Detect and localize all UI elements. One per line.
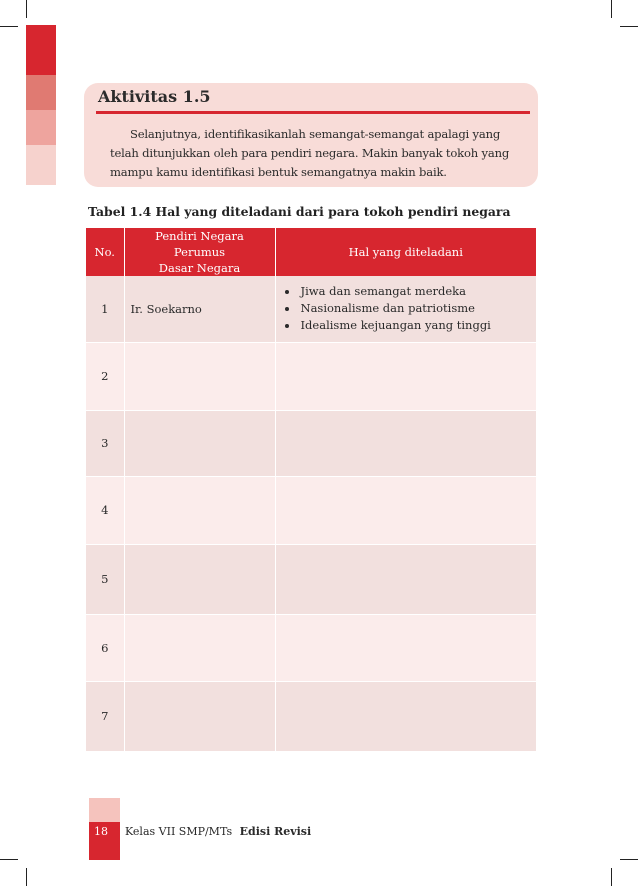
row-founder (124, 544, 275, 614)
row-founder (124, 342, 275, 410)
activity-title-underline (96, 111, 530, 114)
table-row (86, 614, 536, 681)
row-number: 2 (86, 342, 124, 410)
row-traits (275, 544, 536, 614)
table-row (86, 342, 536, 410)
row-traits (275, 276, 536, 342)
row-traits (275, 614, 536, 681)
crop-mark (611, 868, 612, 886)
header-founder-line1: Pendiri Negara Perumus (155, 229, 244, 259)
list-item: • Jiwa dan semangat merdeka (299, 283, 536, 300)
crop-mark (26, 0, 27, 18)
list-item: • Idealisme kejuangan yang tinggi (299, 317, 536, 334)
footer-book: Kelas VII SMP/MTs (125, 825, 233, 838)
row-traits (275, 681, 536, 751)
table-row (86, 681, 536, 751)
crop-mark (611, 0, 612, 18)
header-founder-line2: Dasar Negara (158, 261, 241, 275)
list-item: • Nasionalisme dan patriotisme (299, 300, 536, 317)
table-row (86, 410, 536, 476)
traits-list (277, 283, 536, 334)
table-caption: Tabel 1.4 Hal yang diteladani dari para tokoh pendiri negara (88, 204, 511, 219)
side-tab-strip (26, 110, 56, 145)
table-row (86, 476, 536, 544)
row-number: 5 (86, 544, 124, 614)
row-founder: Ir. Soekarno (124, 276, 275, 342)
footer-edition: Edisi Revisi (239, 825, 312, 838)
row-traits (275, 476, 536, 544)
table-header-row (86, 228, 536, 276)
row-founder (124, 681, 275, 751)
row-founder (124, 614, 275, 681)
row-number: 7 (86, 681, 124, 751)
side-tab-strip (26, 75, 56, 110)
table-row (86, 276, 536, 342)
row-number: 1 (86, 276, 124, 342)
row-number: 6 (86, 614, 124, 681)
crop-mark (620, 26, 638, 27)
header-traits: Hal yang diteladani (275, 228, 536, 276)
activity-instructions: Selanjutnya, identifikasikanlah semangat-semangat apalagi yang telah ditunjukkan oleh para pendiri negara. Makin banyak tokoh yang mampu kamu identifikasi bentuk semangatnya makin baik. (110, 127, 510, 179)
crop-mark (0, 859, 18, 860)
row-number: 4 (86, 476, 124, 544)
row-founder (124, 410, 275, 476)
crop-mark (620, 859, 638, 860)
side-tab-strip (26, 25, 56, 75)
row-traits (275, 342, 536, 410)
side-tab-strip (26, 145, 56, 185)
page-number: 18 (94, 825, 108, 838)
table-row (86, 544, 536, 614)
crop-mark (26, 868, 27, 886)
activity-title: Aktivitas 1.5 (98, 87, 211, 106)
activity-box (84, 83, 538, 187)
row-traits (275, 410, 536, 476)
header-no: No. (86, 228, 124, 276)
row-number: 3 (86, 410, 124, 476)
header-founder (124, 228, 275, 276)
founders-table (86, 228, 536, 752)
footer-book-title (125, 825, 311, 838)
row-founder (124, 476, 275, 544)
crop-mark (0, 26, 18, 27)
